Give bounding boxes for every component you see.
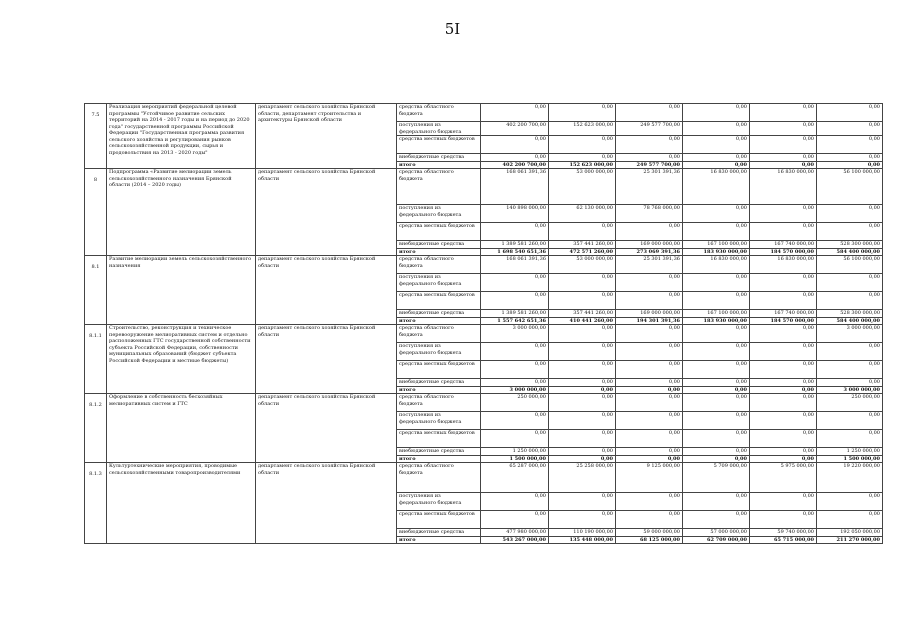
amount-cell: 0,00 [616,412,683,430]
funding-source: итого [397,317,481,325]
amount-cell: 16 830 000,00 [683,256,750,274]
amount-cell: 584 400 000,00 [817,248,883,256]
amount-cell: 110 190 000,00 [549,529,616,537]
amount-cell: 0,00 [616,136,683,154]
amount-cell: 0,00 [683,274,750,292]
amount-cell: 0,00 [817,161,883,169]
amount-cell: 3 000 000,00 [817,386,883,394]
funding-source: средства областного бюджета [397,394,481,412]
amount-cell: 0,00 [750,122,817,136]
amount-cell: 59 740 000,00 [750,529,817,537]
item-number: 8 [85,169,107,256]
funding-source: итого [397,386,481,394]
amount-cell: 0,00 [616,394,683,412]
amount-cell: 402 200 700,00 [481,122,549,136]
amount-cell: 0,00 [750,361,817,379]
amount-cell: 194 301 391,36 [616,317,683,325]
funding-source: итого [397,455,481,463]
amount-cell: 0,00 [750,394,817,412]
amount-cell: 0,00 [683,154,750,162]
amount-cell: 0,00 [683,455,750,463]
funding-source: средства местных бюджетов [397,223,481,241]
amount-cell: 0,00 [616,448,683,456]
amount-cell: 0,00 [750,493,817,511]
amount-cell: 169 000 000,00 [616,241,683,249]
funding-source: внебюджетные средства [397,241,481,249]
amount-cell: 0,00 [750,154,817,162]
amount-cell: 1 389 581 260,00 [481,310,549,318]
table-row [85,394,883,412]
amount-cell: 528 300 000,00 [817,310,883,318]
amount-cell: 0,00 [683,361,750,379]
amount-cell: 0,00 [683,104,750,122]
amount-cell: 1 698 540 651,36 [481,248,549,256]
funding-source: поступления из федерального бюджета [397,493,481,511]
table-row [85,463,883,493]
amount-cell: 65 287 000,00 [481,463,549,493]
amount-cell: 5 975 000,00 [750,463,817,493]
item-executor: департамент сельского хозяйства Брянской области [256,169,397,256]
amount-cell: 0,00 [481,136,549,154]
amount-cell: 16 830 000,00 [750,169,817,205]
funding-source: средства местных бюджетов [397,136,481,154]
amount-cell: 152 623 000,00 [549,161,616,169]
amount-cell: 0,00 [817,122,883,136]
amount-cell: 53 000 000,00 [549,169,616,205]
amount-cell: 25 301 391,36 [616,169,683,205]
amount-cell: 0,00 [750,161,817,169]
amount-cell: 0,00 [817,154,883,162]
funding-source: внебюджетные средства [397,310,481,318]
amount-cell: 62 709 000,00 [683,536,750,544]
amount-cell: 0,00 [683,386,750,394]
amount-cell: 528 300 000,00 [817,241,883,249]
amount-cell: 0,00 [549,292,616,310]
item-executor: департамент сельского хозяйства Брянской области [256,325,397,394]
funding-source: средства областного бюджета [397,325,481,343]
amount-cell: 59 000 000,00 [616,529,683,537]
amount-cell: 3 000 000,00 [481,325,549,343]
item-name: Реализация мероприятий федеральной целевой программы "Устойчивое развитие сельских территорий на 2014 - 2017 годы и на период до 2020 года" государственной программы Российской Федерации "Государственная программа развития сельского хозяйства и регулирования рынков сельскохозяйственной продукции, сырья и продовольствия на 2013 - 2020 годы" [107,104,256,169]
amount-cell: 1 389 581 260,00 [481,241,549,249]
budget-table [84,103,883,544]
amount-cell: 0,00 [549,448,616,456]
amount-cell: 0,00 [481,274,549,292]
amount-cell: 584 400 000,00 [817,317,883,325]
amount-cell: 249 577 700,00 [616,161,683,169]
item-name: Строительство, реконструкция и техническое перевооружение мелиоративных систем и отдельно расположенных ГТС государственной собственности субъекта Российской Федерации, собственности муниципальных образований (бюджет субъекта Российской Федерации и местные бюджеты) [107,325,256,394]
amount-cell: 56 100 000,00 [817,169,883,205]
amount-cell: 0,00 [750,274,817,292]
amount-cell: 1 500 000,00 [817,455,883,463]
amount-cell: 0,00 [481,511,549,529]
amount-cell: 357 441 260,00 [549,310,616,318]
amount-cell: 1 250 000,00 [817,448,883,456]
amount-cell: 0,00 [683,292,750,310]
amount-cell: 0,00 [549,274,616,292]
item-executor: департамент сельского хозяйства Брянской области [256,394,397,463]
amount-cell: 0,00 [616,455,683,463]
amount-cell: 140 898 000,00 [481,205,549,223]
amount-cell: 402 200 700,00 [481,161,549,169]
amount-cell: 0,00 [750,343,817,361]
amount-cell: 78 768 000,00 [616,205,683,223]
item-number: 8.1 [85,256,107,325]
amount-cell: 183 930 000,00 [683,317,750,325]
amount-cell: 273 069 391,36 [616,248,683,256]
amount-cell: 0,00 [817,292,883,310]
funding-source: поступления из федерального бюджета [397,122,481,136]
funding-source: поступления из федерального бюджета [397,412,481,430]
amount-cell: 0,00 [481,430,549,448]
funding-source: поступления из федерального бюджета [397,205,481,223]
amount-cell: 0,00 [616,104,683,122]
amount-cell: 0,00 [481,379,549,387]
amount-cell: 0,00 [750,292,817,310]
amount-cell: 0,00 [616,386,683,394]
amount-cell: 0,00 [750,223,817,241]
item-executor: департамент сельского хозяйства Брянской области, департамент строительства и архитектуры Брянской области [256,104,397,169]
amount-cell: 0,00 [549,104,616,122]
amount-cell: 0,00 [616,223,683,241]
amount-cell: 152 623 000,00 [549,122,616,136]
amount-cell: 0,00 [481,223,549,241]
amount-cell: 167 100 000,00 [683,241,750,249]
amount-cell: 0,00 [750,448,817,456]
amount-cell: 0,00 [750,136,817,154]
amount-cell: 0,00 [817,430,883,448]
item-name: Оформление в собственность бесхозяйных мелиоративных систем и ГТС [107,394,256,463]
amount-cell: 0,00 [683,136,750,154]
funding-source: итого [397,248,481,256]
amount-cell: 0,00 [683,161,750,169]
amount-cell: 0,00 [549,430,616,448]
item-executor: департамент сельского хозяйства Брянской области [256,463,397,544]
amount-cell: 0,00 [549,493,616,511]
amount-cell: 167 740 000,00 [750,241,817,249]
funding-source: средства местных бюджетов [397,361,481,379]
amount-cell: 9 125 000,00 [616,463,683,493]
funding-source: средства областного бюджета [397,463,481,493]
item-name: Развитие мелиорации земель сельскохозяйственного назначения [107,256,256,325]
table-row [85,256,883,274]
amount-cell: 68 125 000,00 [616,536,683,544]
table-row [85,104,883,122]
amount-cell: 0,00 [750,386,817,394]
item-name: Культуртехнические мероприятия, проводимые сельскохозяйственными товаропроизводителями [107,463,256,544]
amount-cell: 57 000 000,00 [683,529,750,537]
amount-cell: 0,00 [683,430,750,448]
amount-cell: 0,00 [683,343,750,361]
funding-source: средства областного бюджета [397,169,481,205]
amount-cell: 0,00 [549,394,616,412]
amount-cell: 0,00 [817,412,883,430]
amount-cell: 250 000,00 [481,394,549,412]
amount-cell: 3 000 000,00 [481,386,549,394]
amount-cell: 472 571 260,00 [549,248,616,256]
table-row [85,169,883,205]
amount-cell: 0,00 [750,205,817,223]
amount-cell: 168 061 391,36 [481,256,549,274]
amount-cell: 0,00 [549,511,616,529]
amount-cell: 62 130 000,00 [549,205,616,223]
amount-cell: 0,00 [616,325,683,343]
amount-cell: 211 270 000,00 [817,536,883,544]
page-number: 5I [444,20,461,38]
funding-source: внебюджетные средства [397,379,481,387]
amount-cell: 0,00 [683,379,750,387]
item-number: 8.1.3 [85,463,107,544]
amount-cell: 357 441 260,00 [549,241,616,249]
amount-cell: 543 267 000,00 [481,536,549,544]
amount-cell: 0,00 [817,104,883,122]
amount-cell: 0,00 [549,136,616,154]
amount-cell: 0,00 [750,412,817,430]
amount-cell: 0,00 [481,104,549,122]
amount-cell: 0,00 [817,343,883,361]
amount-cell: 1 500 000,00 [481,455,549,463]
funding-source: средства местных бюджетов [397,292,481,310]
item-executor: департамент сельского хозяйства Брянской области [256,256,397,325]
amount-cell: 0,00 [616,154,683,162]
amount-cell: 0,00 [549,386,616,394]
amount-cell: 183 930 000,00 [683,248,750,256]
amount-cell: 168 061 391,36 [481,169,549,205]
amount-cell: 167 100 000,00 [683,310,750,318]
amount-cell: 0,00 [481,292,549,310]
amount-cell: 0,00 [750,430,817,448]
amount-cell: 25 258 000,00 [549,463,616,493]
amount-cell: 0,00 [683,412,750,430]
amount-cell: 0,00 [481,154,549,162]
amount-cell: 0,00 [817,274,883,292]
amount-cell: 0,00 [549,412,616,430]
amount-cell: 0,00 [817,205,883,223]
table-row [85,325,883,343]
amount-cell: 0,00 [549,361,616,379]
amount-cell: 0,00 [683,122,750,136]
amount-cell: 0,00 [616,379,683,387]
amount-cell: 184 570 000,00 [750,248,817,256]
amount-cell: 0,00 [817,136,883,154]
amount-cell: 0,00 [616,493,683,511]
amount-cell: 477 980 000,00 [481,529,549,537]
amount-cell: 0,00 [616,430,683,448]
amount-cell: 19 220 000,00 [817,463,883,493]
amount-cell: 0,00 [683,325,750,343]
amount-cell: 410 441 260,00 [549,317,616,325]
amount-cell: 0,00 [817,511,883,529]
funding-source: внебюджетные средства [397,529,481,537]
amount-cell: 0,00 [683,394,750,412]
table-body [85,104,883,544]
item-number: 7.5 [85,104,107,169]
amount-cell: 0,00 [683,448,750,456]
amount-cell: 0,00 [817,379,883,387]
amount-cell: 5 709 000,00 [683,463,750,493]
funding-source: итого [397,161,481,169]
funding-source: средства областного бюджета [397,256,481,274]
amount-cell: 0,00 [817,223,883,241]
amount-cell: 0,00 [616,292,683,310]
amount-cell: 0,00 [750,325,817,343]
amount-cell: 16 830 000,00 [683,169,750,205]
amount-cell: 0,00 [683,223,750,241]
amount-cell: 0,00 [549,379,616,387]
amount-cell: 0,00 [481,343,549,361]
amount-cell: 1 557 642 651,36 [481,317,549,325]
amount-cell: 53 000 000,00 [549,256,616,274]
amount-cell: 56 100 000,00 [817,256,883,274]
amount-cell: 249 577 700,00 [616,122,683,136]
amount-cell: 0,00 [683,493,750,511]
amount-cell: 0,00 [683,205,750,223]
amount-cell: 0,00 [750,511,817,529]
amount-cell: 0,00 [616,274,683,292]
amount-cell: 0,00 [549,325,616,343]
amount-cell: 0,00 [549,455,616,463]
amount-cell: 135 448 000,00 [549,536,616,544]
item-number: 8.1.1 [85,325,107,394]
funding-source: средства местных бюджетов [397,511,481,529]
amount-cell: 169 000 000,00 [616,310,683,318]
item-number: 8.1.2 [85,394,107,463]
amount-cell: 0,00 [549,223,616,241]
amount-cell: 0,00 [750,455,817,463]
funding-source: итого [397,536,481,544]
amount-cell: 192 050 000,00 [817,529,883,537]
funding-source: поступления из федерального бюджета [397,343,481,361]
amount-cell: 1 250 000,00 [481,448,549,456]
amount-cell: 0,00 [549,343,616,361]
amount-cell: 0,00 [616,511,683,529]
amount-cell: 167 740 000,00 [750,310,817,318]
funding-source: поступления из федерального бюджета [397,274,481,292]
amount-cell: 25 301 391,36 [616,256,683,274]
amount-cell: 0,00 [750,104,817,122]
amount-cell: 0,00 [549,154,616,162]
amount-cell: 0,00 [750,379,817,387]
funding-source: средства местных бюджетов [397,430,481,448]
amount-cell: 0,00 [817,493,883,511]
amount-cell: 0,00 [481,493,549,511]
amount-cell: 0,00 [616,343,683,361]
amount-cell: 65 715 000,00 [750,536,817,544]
amount-cell: 250 000,00 [817,394,883,412]
funding-source: внебюджетные средства [397,154,481,162]
amount-cell: 0,00 [683,511,750,529]
amount-cell: 16 830 000,00 [750,256,817,274]
amount-cell: 184 570 000,00 [750,317,817,325]
amount-cell: 0,00 [817,361,883,379]
amount-cell: 0,00 [616,361,683,379]
item-name: Подпрограмма «Развитие мелиорации земель сельскохозяйственного назначения Брянской области (2014 – 2020 годы) [107,169,256,256]
amount-cell: 3 000 000,00 [817,325,883,343]
funding-source: средства областного бюджета [397,104,481,122]
amount-cell: 0,00 [481,361,549,379]
funding-source: внебюджетные средства [397,448,481,456]
amount-cell: 0,00 [481,412,549,430]
